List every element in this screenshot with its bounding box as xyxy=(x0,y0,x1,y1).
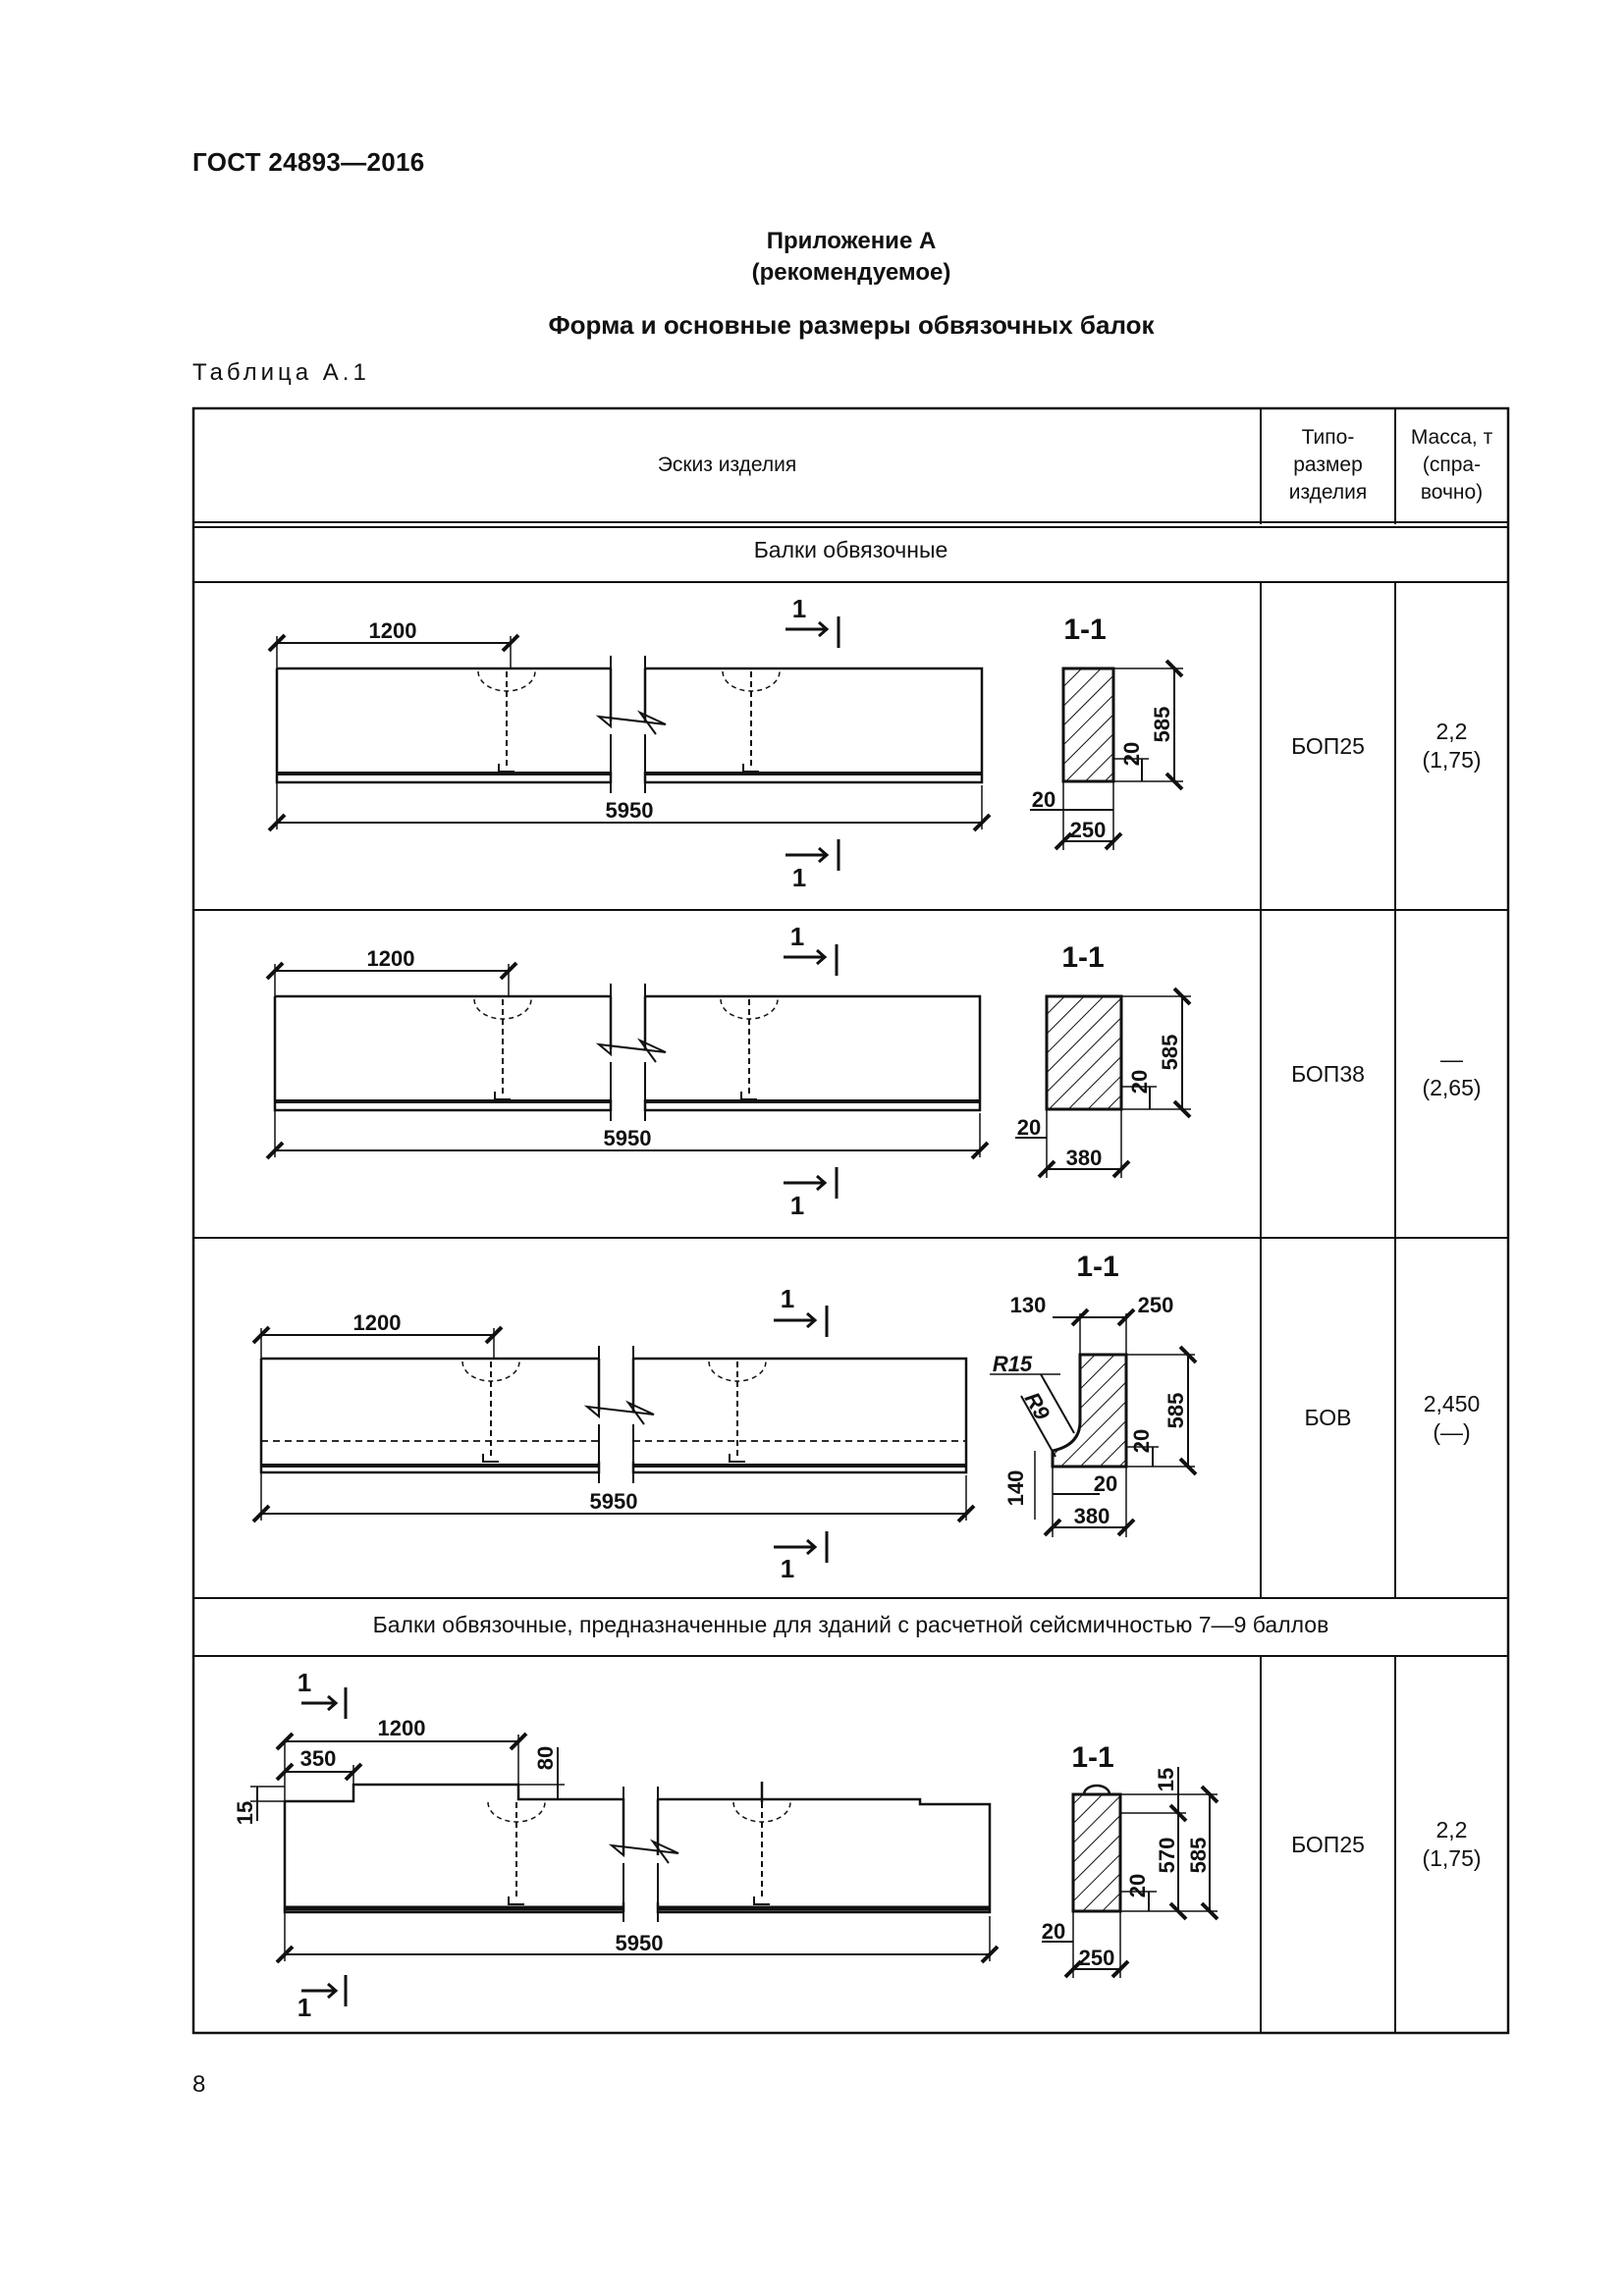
row-2-mass-main: — xyxy=(1440,1046,1463,1072)
row-2-section-label: 1-1 xyxy=(1061,941,1105,974)
row-3-type: БОВ xyxy=(1304,1405,1352,1430)
row-4-dim-len: 5950 xyxy=(615,1931,664,1955)
row-3-dim-20b: 20 xyxy=(1093,1471,1118,1496)
row-3-section-label: 1-1 xyxy=(1076,1251,1119,1283)
row-2-dim-20a: 20 xyxy=(1127,1069,1152,1095)
row-2-dim-w: 380 xyxy=(1065,1146,1103,1170)
row-3-mass-sub: (—) xyxy=(1433,1418,1471,1445)
row-3-dim-w: 380 xyxy=(1073,1504,1110,1528)
mass-line-2: (спра- xyxy=(1422,454,1482,476)
row-2-section-mark-top: 1 xyxy=(789,922,805,951)
row-1-dim-w: 250 xyxy=(1069,818,1107,842)
row-1-type: БОП25 xyxy=(1291,732,1365,759)
row-1-mass-sub: (1,75) xyxy=(1422,747,1482,773)
row-3-dim-h: 585 xyxy=(1164,1392,1188,1429)
row-4-type: БОП25 xyxy=(1291,1831,1365,1857)
page-number: 8 xyxy=(192,2071,206,2098)
mass-line-3: вочно) xyxy=(1420,481,1484,504)
row-1-dim-20a: 20 xyxy=(1119,741,1144,767)
row-3-mass-main: 2,450 xyxy=(1423,1390,1481,1416)
row-4-dim-h: 585 xyxy=(1186,1837,1211,1874)
row-4-mass-sub: (1,75) xyxy=(1422,1845,1482,1871)
row-4-dim-80: 80 xyxy=(533,1745,558,1771)
row-3-dim-250: 250 xyxy=(1137,1293,1174,1317)
row-3-section-mark-bottom: 1 xyxy=(780,1554,795,1583)
row-4-dim-top: 1200 xyxy=(377,1716,426,1740)
row-4-dim-570: 570 xyxy=(1155,1837,1179,1874)
row-4-section-mark-top: 1 xyxy=(297,1668,312,1697)
row-1-section-mark-bottom: 1 xyxy=(791,863,807,892)
row-4-dim-20b: 20 xyxy=(1041,1919,1066,1944)
row-2-dim-h: 585 xyxy=(1158,1034,1182,1071)
row-4-section-mark-bottom: 1 xyxy=(297,1993,312,2022)
type-size-line-3: изделия xyxy=(1288,481,1368,504)
group-title-1: Балки обвязочные xyxy=(753,537,948,562)
row-2-mass-sub: (2,65) xyxy=(1422,1075,1482,1100)
drawing-row-3-text xyxy=(353,1251,1188,1583)
drawing-row-1-text xyxy=(369,594,1174,892)
row-4-dim-15-right: 15 xyxy=(1154,1767,1178,1792)
annex-name: Приложение А xyxy=(766,228,937,254)
row-3-radius-9: R9 xyxy=(1019,1387,1056,1424)
document-header: ГОСТ 24893—2016 xyxy=(192,147,425,177)
row-2-dim-20b: 20 xyxy=(1016,1115,1042,1140)
table-label: Таблица А.1 xyxy=(192,359,370,386)
row-2-dim-len: 5950 xyxy=(603,1126,652,1150)
row-1-dim-top: 1200 xyxy=(368,618,417,643)
row-1-section-mark-top: 1 xyxy=(791,594,807,623)
row-2-section-mark-bottom: 1 xyxy=(789,1191,805,1220)
type-size-line-2: размер xyxy=(1293,454,1363,476)
row-3-dim-130: 130 xyxy=(1009,1293,1047,1317)
row-4-section-label: 1-1 xyxy=(1071,1741,1114,1774)
row-3-dim-top: 1200 xyxy=(352,1310,402,1335)
section-title: Форма и основные размеры обвязочных балок xyxy=(548,310,1155,340)
type-size-line-1: Типо- xyxy=(1301,426,1355,449)
column-header-sketch: Эскиз изделия xyxy=(657,454,797,476)
row-4-dim-20a: 20 xyxy=(1125,1873,1150,1898)
row-4-mass-main: 2,2 xyxy=(1435,1817,1468,1842)
row-1-section-label: 1-1 xyxy=(1063,614,1107,646)
drawing-row-2 xyxy=(275,944,1191,1199)
mass-line-1: Масса, т xyxy=(1410,426,1493,449)
annex-status: (рекомендуемое) xyxy=(751,259,951,286)
drawing-row-4-text xyxy=(233,1668,1211,2022)
row-4-dim-15-left: 15 xyxy=(233,1800,257,1826)
drawing-row-1 xyxy=(277,616,1183,871)
row-1-dim-len: 5950 xyxy=(605,798,654,823)
row-1-mass-main: 2,2 xyxy=(1435,719,1468,744)
row-3-radius-15: R15 xyxy=(992,1352,1033,1376)
group-title-2: Балки обвязочные, предназначенные для зданий с расчетной сейсмичностью 7—9 баллов xyxy=(372,1612,1329,1637)
row-2-dim-top: 1200 xyxy=(366,946,415,971)
row-3-dim-140: 140 xyxy=(1003,1469,1028,1507)
row-3-dim-len: 5950 xyxy=(589,1489,638,1514)
drawing-row-3 xyxy=(261,1306,1195,1563)
row-1-dim-h: 585 xyxy=(1150,706,1174,743)
row-2-type: БОП38 xyxy=(1291,1060,1365,1087)
row-3-dim-20a: 20 xyxy=(1129,1428,1154,1454)
row-4-dim-350: 350 xyxy=(299,1746,337,1771)
row-1-dim-20b: 20 xyxy=(1031,787,1056,812)
row-3-section-mark-top: 1 xyxy=(780,1284,795,1313)
row-4-dim-w: 250 xyxy=(1078,1946,1115,1970)
